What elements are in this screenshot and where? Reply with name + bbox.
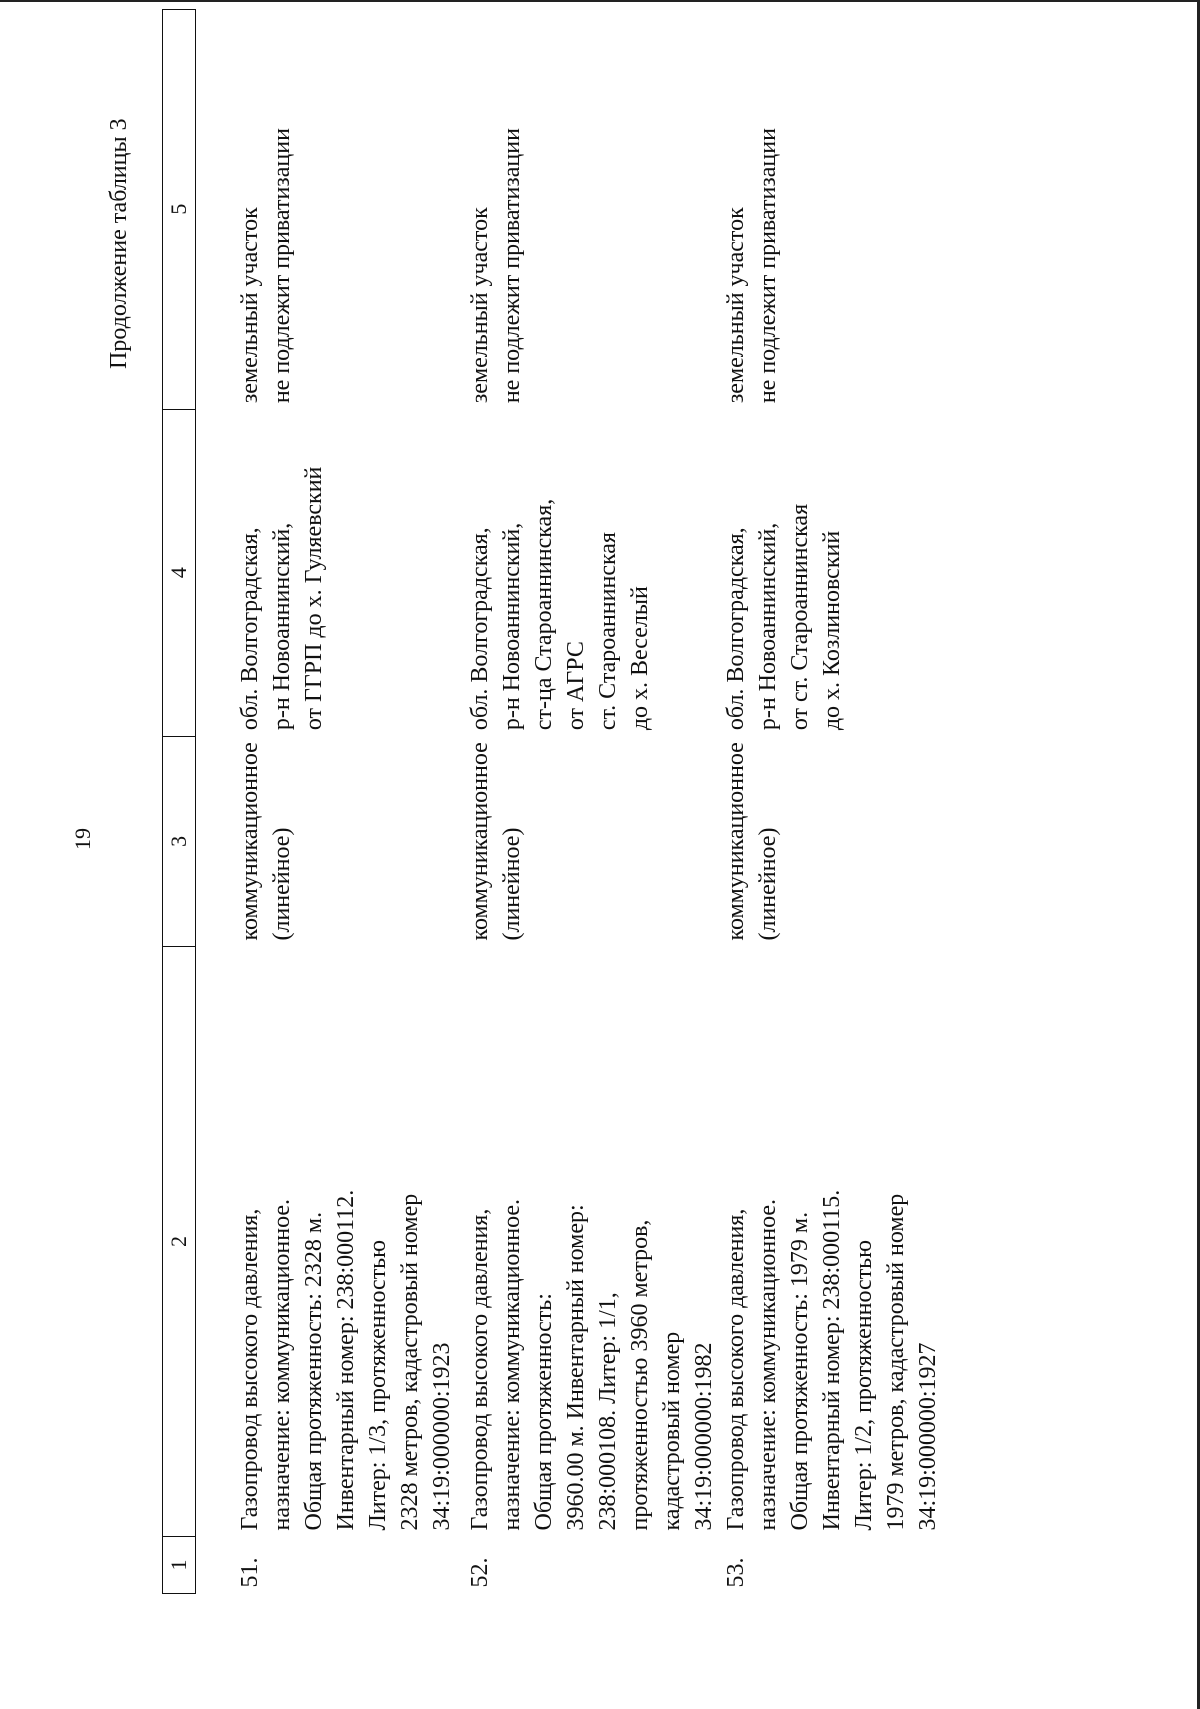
object-purpose: коммуникационное (линейное) <box>237 742 295 941</box>
page-number: 19 <box>70 828 95 850</box>
object-note: земельный участок не подлежит приватизации <box>237 128 295 404</box>
column-header: 2 <box>163 947 196 1537</box>
property-table <box>162 9 950 1594</box>
column-header: 4 <box>163 409 196 736</box>
table-row <box>234 9 464 1593</box>
row-number: 53. <box>723 1557 749 1588</box>
object-note: земельный участок не подлежит приватизации <box>467 128 525 404</box>
object-description: Газопровод высокого давления, назначение: коммуникационное. Общая протяженность: 3960.00 м. Инвентарный номер: 238:000108. Литер: 1/1, протяженностью 3960 метров, кадастровый номер 34:19:000000:1982 <box>467 1198 717 1531</box>
object-purpose: коммуникационное (линейное) <box>723 742 781 941</box>
row-number: 51. <box>237 1557 263 1588</box>
object-description: Газопровод высокого давления, назначение: коммуникационное. Общая протяженность: 1979 м. Инвентарный номер: 238:000115. Литер: 1/2, протяженностью 1979 метров, кадастровый номер 34:19:000000:1927 <box>723 1189 941 1531</box>
column-header: 5 <box>163 9 196 409</box>
column-header: 3 <box>163 736 196 946</box>
object-description: Газопровод высокого давления, назначение: коммуникационное. Общая протяженность: 2328 м. Инвентарный номер: 238:000112. Литер: 1/3, протяженностью 2328 метров, кадастровый номер 34:19:000000:1923 <box>237 1189 455 1531</box>
object-note: земельный участок не подлежит приватизации <box>723 128 781 404</box>
object-location: обл. Волгоградская, р-н Новоаннинский, от ст. Староаннинская до х. Козлиновский <box>723 503 845 731</box>
table-row <box>464 9 720 1593</box>
object-location: обл. Волгоградская, р-н Новоаннинский, от ГГРП до х. Гуляевский <box>237 466 327 731</box>
table-row <box>720 9 950 1593</box>
spacer-row <box>196 9 235 1593</box>
table-caption: Продолжение таблицы 3 <box>106 118 132 369</box>
row-number: 52. <box>467 1557 493 1588</box>
column-header: 1 <box>163 1537 196 1594</box>
object-purpose: коммуникационное (линейное) <box>467 742 525 941</box>
object-location: обл. Волгоградская, р-н Новоаннинский, ст-ца Староаннинская, от АГРС ст. Староаннинская до х. Веселый <box>467 498 653 731</box>
column-number-header <box>163 9 196 1593</box>
